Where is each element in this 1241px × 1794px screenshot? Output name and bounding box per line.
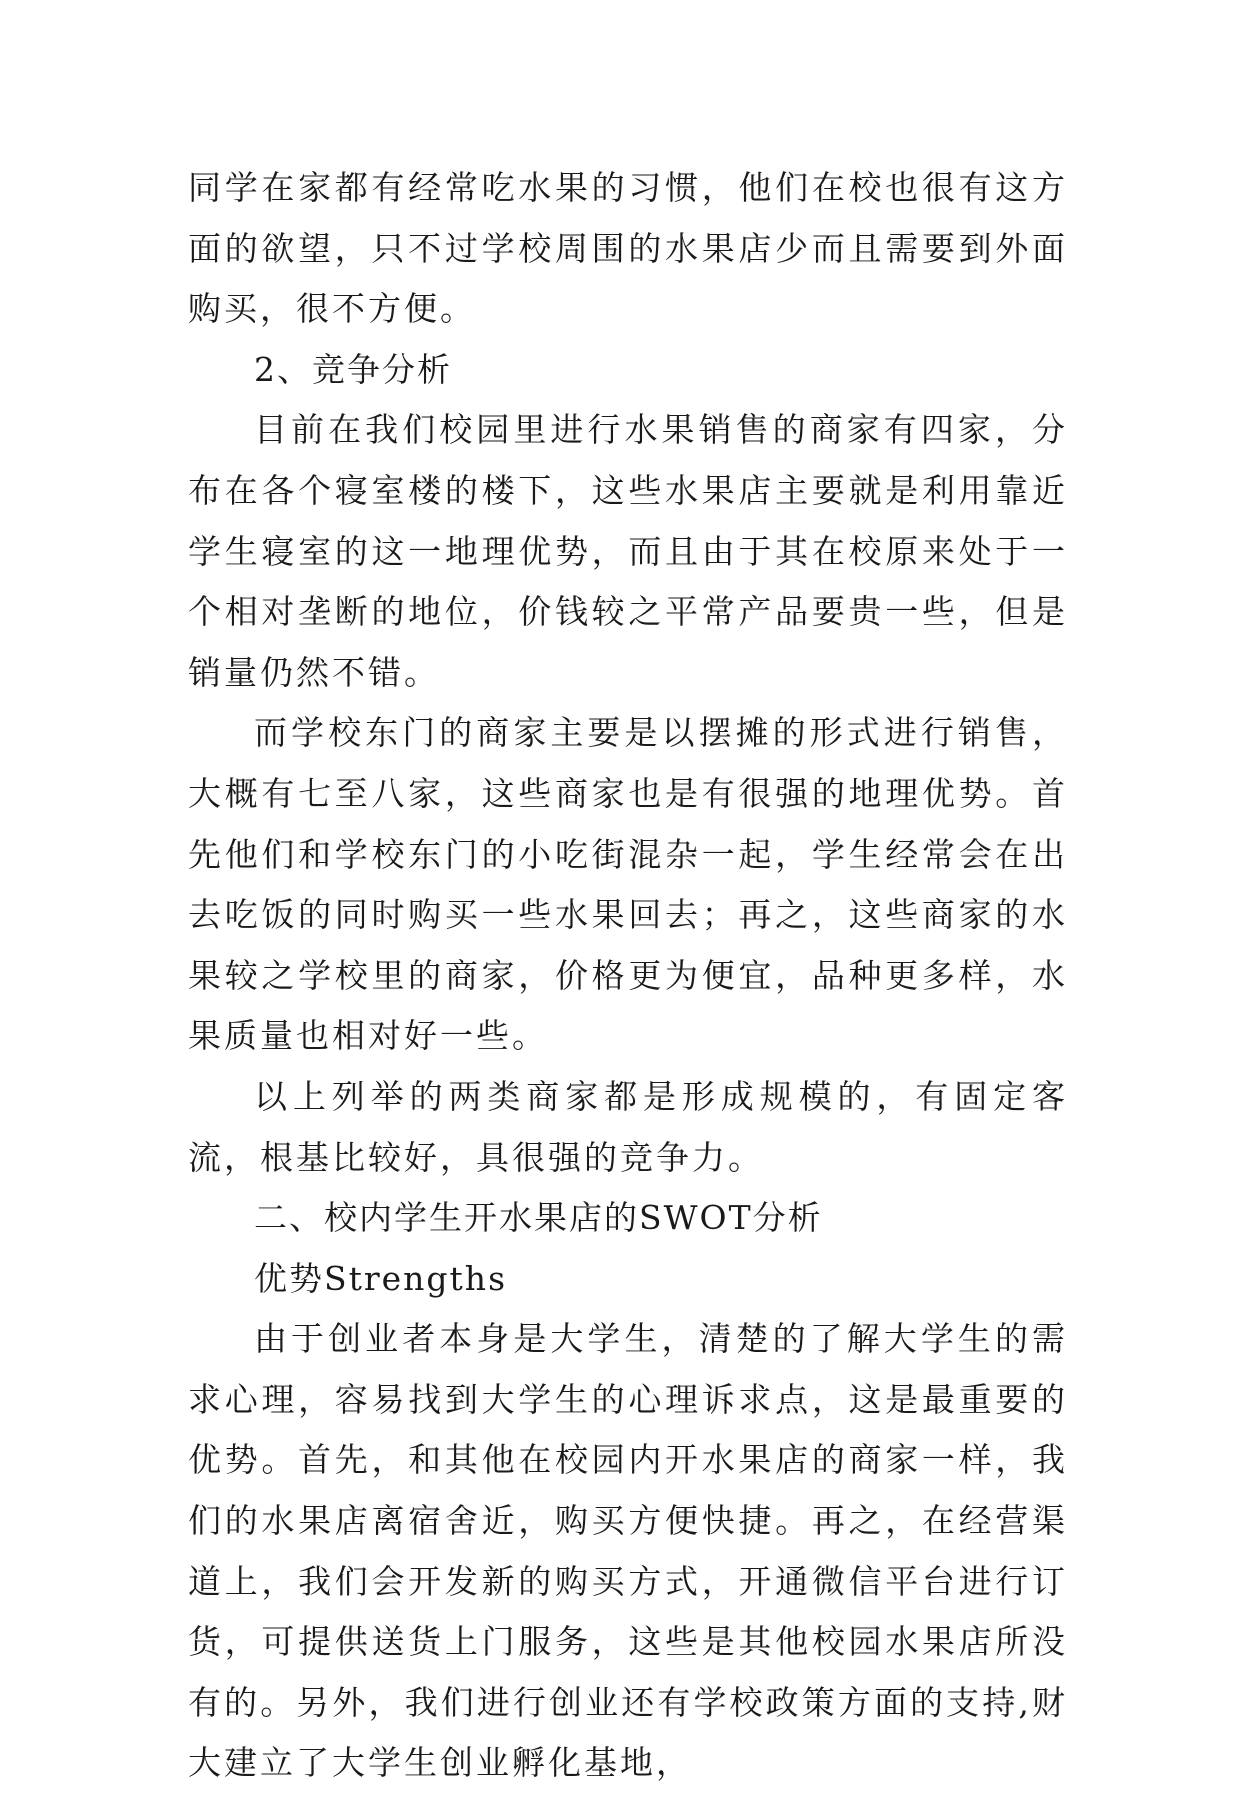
- paragraph-summary: 以上列举的两类商家都是形成规模的，有固定客流，根基比较好，具很强的竞争力。: [188, 1076, 1068, 1177]
- paragraph-east-gate-merchants: 而学校东门的商家主要是以摆摊的形式进行销售，大概有七至八家，这些商家也是有很强的地理优势。首先他们和学校东门的小吃街混杂一起，学生经常会在出去吃饭的同时购买一些水果回去；再之，这些商家的水果较之学校里的商家，价格更为便宜，品种更多样，水果质量也相对好一些。: [188, 713, 1068, 1056]
- paragraph-strengths: 由于创业者本身是大学生，清楚的了解大学生的需求心理，容易找到大学生的心理诉求点，这是最重要的优势。首先，和其他在校园内开水果店的商家一样，我们的水果店离宿舍近，购买方便快捷。再之，在经营渠道上，我们会开发新的购买方式，开通微信平台进行订货，可提供送货上门服务，这些是其他校园水果店所没有的。另外，我们进行创业还有学校政策方面的支持,财大建立了大学生创业孵化基地，: [188, 1319, 1068, 1783]
- section-heading-swot: 二、校内学生开水果店的SWOT分析: [254, 1198, 823, 1238]
- paragraph-campus-merchants: 目前在我们校园里进行水果销售的商家有四家，分布在各个寝室楼的楼下，这些水果店主要就是利用靠近学生寝室的这一地理优势，而且由于其在校原来处于一个相对垄断的地位，价钱较之平常产品要贵一些，但是销量仍然不错。: [188, 410, 1068, 692]
- section-heading-competition: 2、竞争分析: [254, 349, 452, 389]
- subheading-strengths: 优势Strengths: [254, 1258, 507, 1298]
- document-body: [188, 158, 1068, 1794]
- paragraph-continuation: 同学在家都有经常吃水果的习惯，他们在校也很有这方面的欲望，只不过学校周围的水果店少而且需要到外面购买，很不方便。: [188, 168, 1068, 329]
